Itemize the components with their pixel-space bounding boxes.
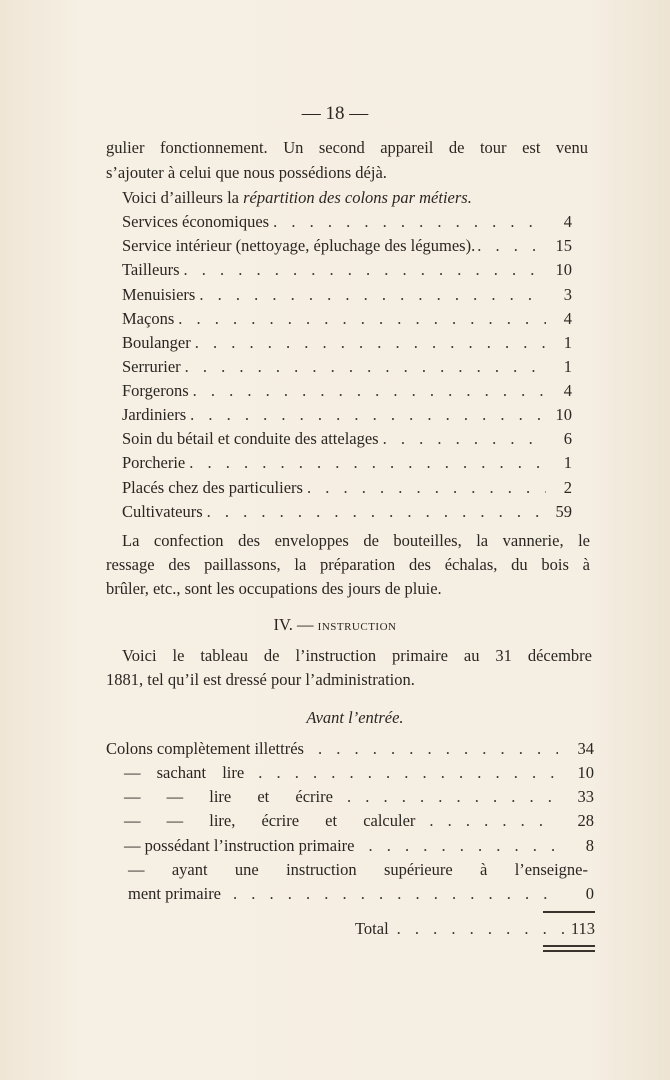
section-title: instruction [317, 618, 397, 634]
table-row [124, 786, 594, 808]
list-item [122, 284, 572, 306]
double-rule-top [543, 945, 595, 947]
row-value: 28 [577, 811, 594, 830]
entry-value: 1 [563, 453, 572, 472]
entry-value: 3 [563, 285, 572, 304]
intro-line-2: s’ajouter à celui que nous possédions déjà. [106, 163, 387, 182]
dot-leader [369, 835, 559, 857]
sum-rule [543, 911, 595, 913]
repartition-lead-italic: répartition des colons par métiers. [243, 188, 472, 207]
list-item [122, 501, 572, 523]
entry-value: 4 [563, 309, 572, 328]
dot-leader [383, 428, 546, 450]
dot-leader [318, 738, 558, 760]
list-item [122, 428, 572, 450]
entry-label: Cultivateurs [122, 502, 203, 521]
dot-leader [273, 211, 546, 233]
paragraph2-line-1: La confection des enveloppes de bouteilles, la vannerie, le [122, 531, 590, 550]
subheading: Avant l’entrée. [306, 708, 404, 727]
dot-leader [184, 259, 547, 281]
dot-leader [178, 308, 546, 330]
row-label: — possédant l’instruction primaire [124, 836, 355, 855]
paragraph3-line-1: Voici le tableau de l’instruction primaire au 31 décembre [122, 646, 592, 665]
row-label: — — lire et écrire [124, 787, 333, 806]
page-number: — 18 — [301, 103, 369, 124]
entry-label: Placés chez des particuliers [122, 478, 303, 497]
row-label: ment primaire [128, 884, 222, 903]
entry-value: 4 [563, 381, 572, 400]
list-item [122, 235, 572, 257]
entry-label: Maçons [122, 309, 175, 328]
list-item [122, 332, 572, 354]
entry-value: 59 [555, 502, 572, 521]
entry-label: Services économiques [122, 212, 270, 231]
entry-label: Forgerons [122, 381, 189, 400]
entry-value: 10 [555, 405, 572, 424]
row-label: — — lire, écrire et calculer [124, 811, 416, 830]
entry-value: 1 [563, 333, 572, 352]
entry-label: Tailleurs [122, 260, 180, 279]
entry-value: 15 [555, 236, 572, 255]
list-item [122, 452, 572, 474]
total-label: Total [355, 919, 389, 938]
section-heading [0, 614, 670, 637]
dot-leader [195, 332, 546, 354]
dot-leader [199, 284, 546, 306]
dot-leader [190, 404, 546, 426]
section-numeral: IV. — [273, 615, 318, 634]
table-row [128, 883, 594, 905]
list-item [122, 477, 572, 499]
entry-label: Jardiniers [122, 405, 187, 424]
row-label: — sachant lire [124, 763, 245, 782]
entry-label: Service intérieur (nettoyage, épluchage des légumes). [122, 236, 476, 255]
repartition-lead-text: Voici d’ailleurs la [122, 188, 244, 207]
entry-value: 4 [563, 212, 572, 231]
row-value: 8 [585, 836, 594, 855]
entry-label: Serrurier [122, 357, 181, 376]
list-item [122, 356, 572, 378]
entry-value: 10 [555, 260, 572, 279]
row-value: 10 [577, 763, 594, 782]
list-item [122, 211, 572, 233]
dot-leader [193, 380, 546, 402]
entry-label: Menuisiers [122, 285, 196, 304]
row-value: 33 [577, 787, 594, 806]
total-row [355, 918, 595, 940]
list-item [122, 404, 572, 426]
dot-leader [307, 477, 546, 499]
table-row [124, 810, 594, 832]
row-value: 0 [585, 884, 594, 903]
list-item [122, 308, 572, 330]
double-rule-bottom [543, 950, 595, 952]
entry-label: Soin du bétail et conduite des attelages [122, 429, 379, 448]
dot-leader [429, 810, 558, 832]
total-value: 113 [570, 919, 595, 938]
entry-label: Porcherie [122, 453, 186, 472]
entry-value: 6 [563, 429, 572, 448]
dot-leader [233, 883, 558, 905]
repartition-lead [122, 187, 472, 209]
dot-leader [397, 918, 565, 940]
dot-leader [185, 356, 546, 378]
table-row [106, 738, 594, 760]
row-label: Colons complètement illettrés [106, 739, 304, 758]
list-item [122, 380, 572, 402]
paragraph3-line-2: 1881, tel qu’il est dressé pour l’administration. [106, 670, 415, 689]
dot-leader [189, 452, 546, 474]
list-item [122, 259, 572, 281]
dot-leader [347, 786, 558, 808]
paragraph2-line-2: ressage des paillassons, la préparation des échalas, du bois à [106, 555, 590, 574]
table-row [124, 835, 594, 857]
intro-line-1: gulier fonctionnement. Un second appareil de tour est venu [106, 138, 588, 157]
dot-leader [258, 762, 558, 784]
row-value: 34 [577, 739, 594, 758]
dot-leader [207, 501, 546, 523]
dot-leader [477, 235, 548, 257]
entry-value: 2 [563, 478, 572, 497]
table-row [124, 762, 594, 784]
entry-label: Boulanger [122, 333, 191, 352]
paragraph2-line-3: brûler, etc., sont les occupations des jours de pluie. [106, 579, 442, 598]
table-row-wrapped-line-1: — ayant une instruction supérieure à l’enseigne- [128, 860, 588, 879]
entry-value: 1 [563, 357, 572, 376]
